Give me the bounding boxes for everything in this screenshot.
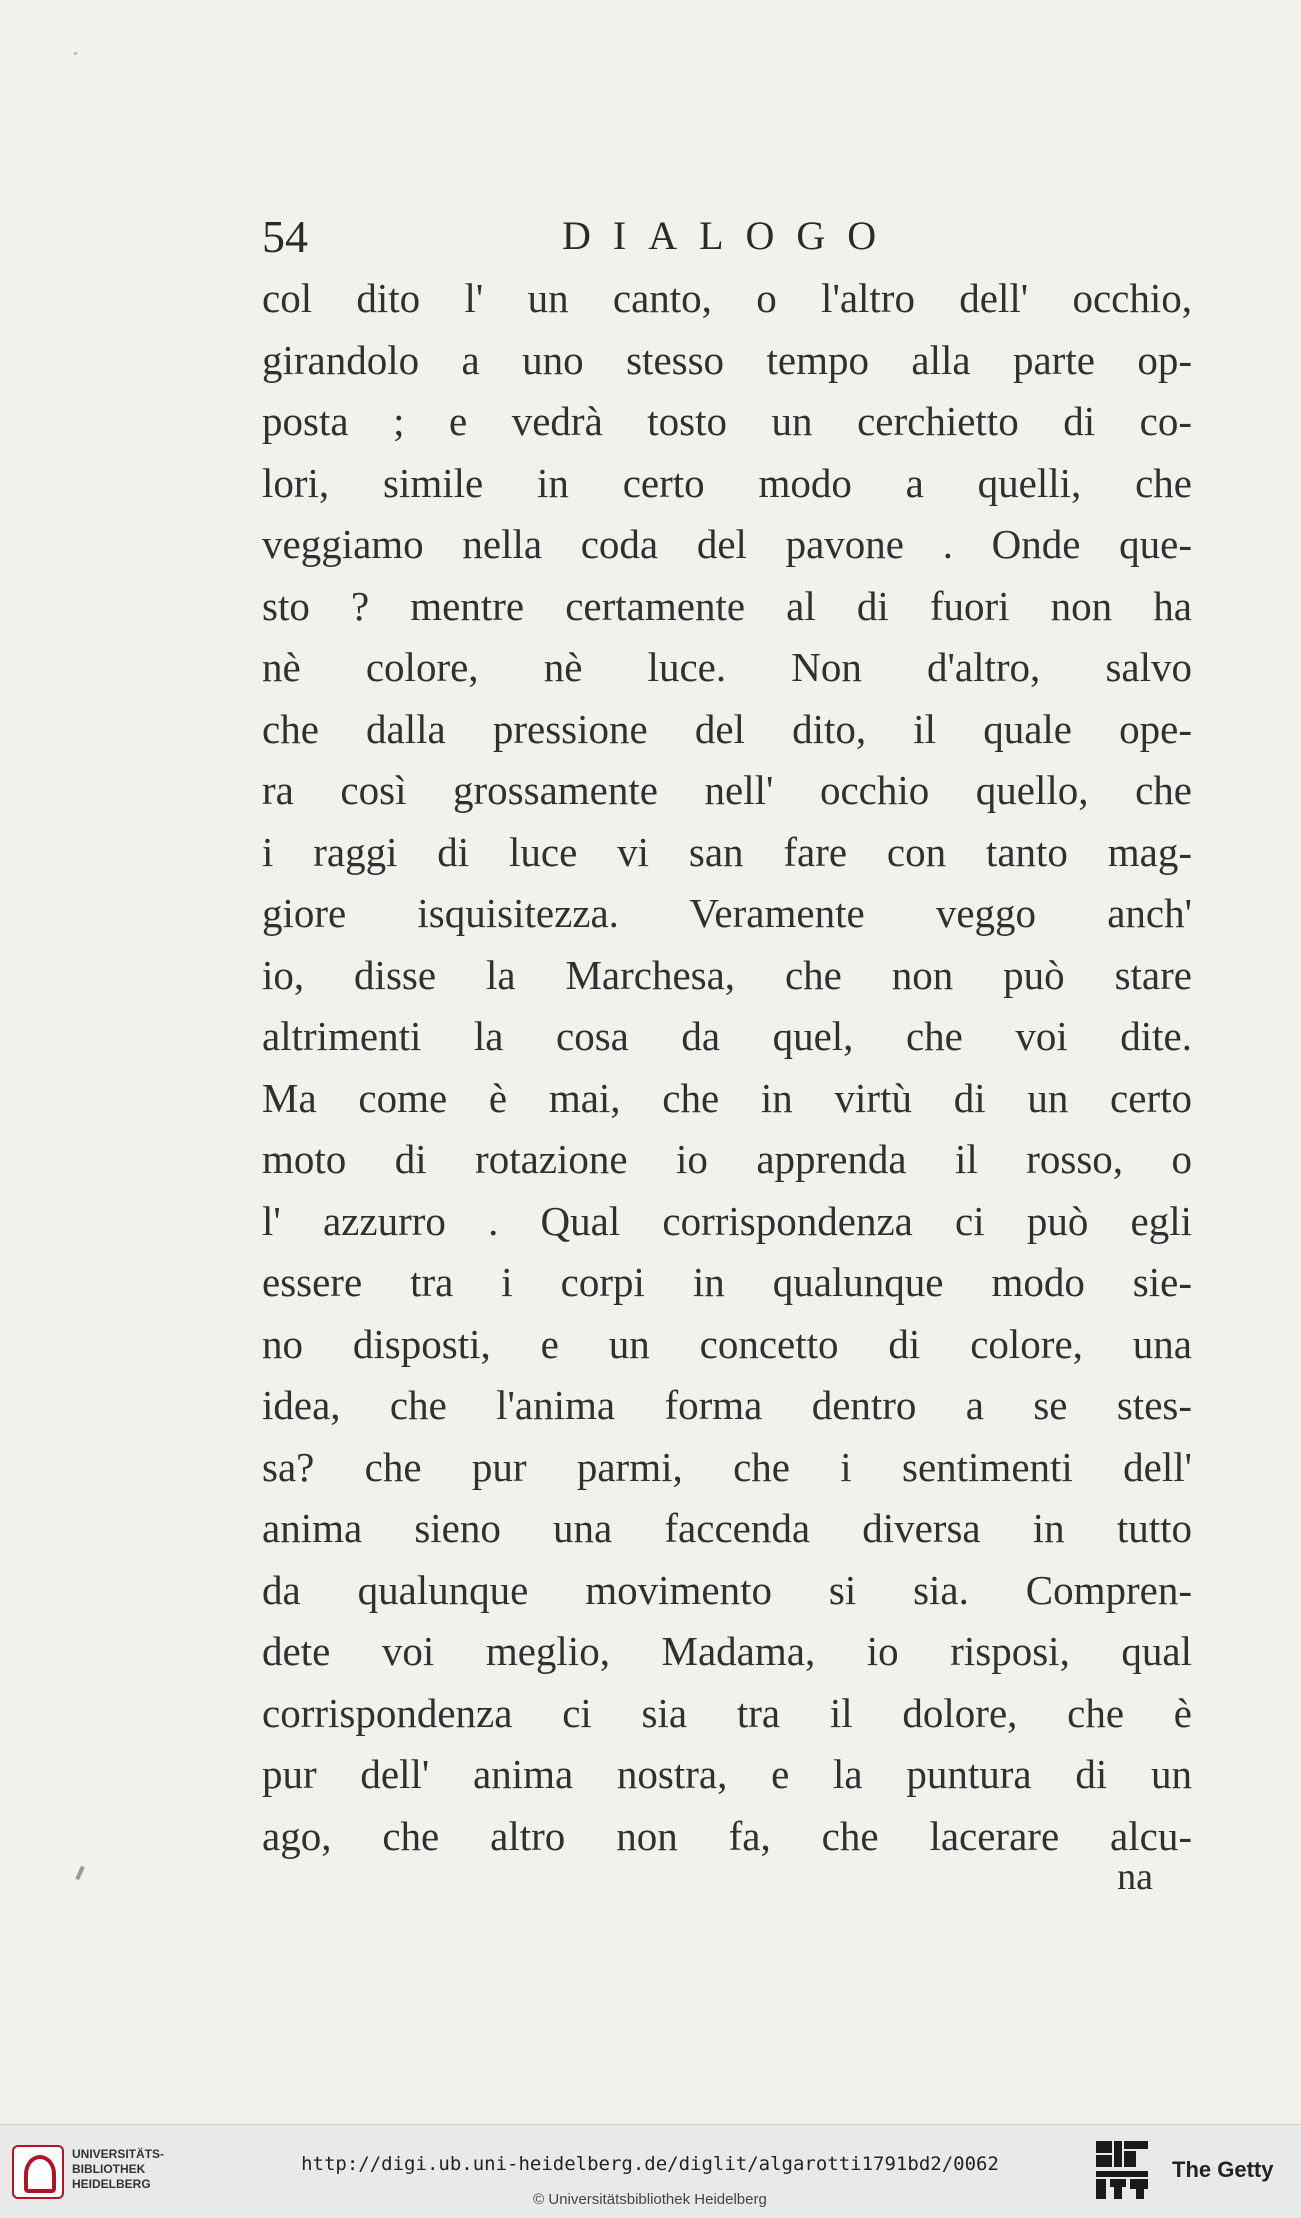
text-line: dete voi meglio, Madama, io risposi, qual <box>262 1628 1192 1674</box>
library-name <box>72 2147 202 2192</box>
university-seal-icon <box>12 2145 64 2199</box>
text-line: sa? che pur parmi, che i sentimenti dell' <box>262 1443 1192 1490</box>
text-line: sto ? mentre certamente al di fuori non ha <box>262 582 1192 629</box>
text-line: pur dell' anima nostra, e la puntura di un <box>262 1751 1192 1797</box>
margin-mark <box>75 1866 85 1880</box>
body-text <box>262 268 1192 1867</box>
permalink-url[interactable]: http://digi.ub.uni-heidelberg.de/diglit/algarotti1791bd2/0062 <box>301 2153 999 2175</box>
text-line: da qualunque movimento si sia. Compren- <box>262 1566 1192 1613</box>
text-line: ago, che altro non fa, che lacerare alcu- <box>262 1812 1192 1859</box>
catchword: na <box>1117 1856 1153 1898</box>
text-line: altrimenti la cosa da quel, che voi dite. <box>262 1013 1192 1059</box>
section-title: DIALOGO <box>562 213 899 258</box>
text-line: veggiamo nella coda del pavone . Onde que- <box>262 521 1192 567</box>
library-name-line: BIBLIOTHEK <box>72 2162 146 2176</box>
text-line: Ma come è mai, che in virtù di un certo <box>262 1074 1192 1121</box>
text-line: no disposti, e un concetto di colore, una <box>262 1320 1192 1367</box>
text-line: anima sieno una faccenda diversa in tutto <box>262 1505 1192 1551</box>
text-line: ra così grossamente nell' occhio quello, che <box>262 767 1192 813</box>
copyright-notice: © Universitätsbibliothek Heidelberg <box>533 2191 767 2208</box>
running-head <box>262 210 1202 272</box>
library-name-line: UNIVERSITÄTS- <box>72 2147 165 2161</box>
text-line: essere tra i corpi in qualunque modo sie- <box>262 1259 1192 1305</box>
library-name-line: HEIDELBERG <box>72 2177 151 2191</box>
text-line: l' azzurro . Qual corrispondenza ci può egli <box>262 1197 1192 1244</box>
text-line: i raggi di luce vi san fare con tanto mag- <box>262 828 1192 875</box>
viewer-footer <box>0 2124 1301 2218</box>
page-number: 54 <box>262 211 308 262</box>
text-line: moto di rotazione io apprenda il rosso, o <box>262 1136 1192 1182</box>
text-line: lori, simile in certo modo a quelli, che <box>262 459 1192 506</box>
text-line: girandolo a uno stesso tempo alla parte op- <box>262 336 1192 383</box>
text-line: col dito l' un canto, o l'altro dell' occhio, <box>262 275 1192 321</box>
text-line: nè colore, nè luce. Non d'altro, salvo <box>262 644 1192 690</box>
text-line: che dalla pressione del dito, il quale ope- <box>262 705 1192 752</box>
getty-logo-icon <box>1094 2139 1150 2201</box>
text-line: io, disse la Marchesa, che non può stare <box>262 951 1192 998</box>
sponsor-name: The Getty <box>1172 2157 1274 2182</box>
margin-speck <box>74 52 77 55</box>
text-line: posta ; e vedrà tosto un cerchietto di co- <box>262 398 1192 444</box>
text-line: giore isquisitezza. Veramente veggo anch' <box>262 890 1192 936</box>
text-line: corrispondenza ci sia tra il dolore, che è <box>262 1689 1192 1736</box>
text-line: idea, che l'anima forma dentro a se stes- <box>262 1382 1192 1428</box>
